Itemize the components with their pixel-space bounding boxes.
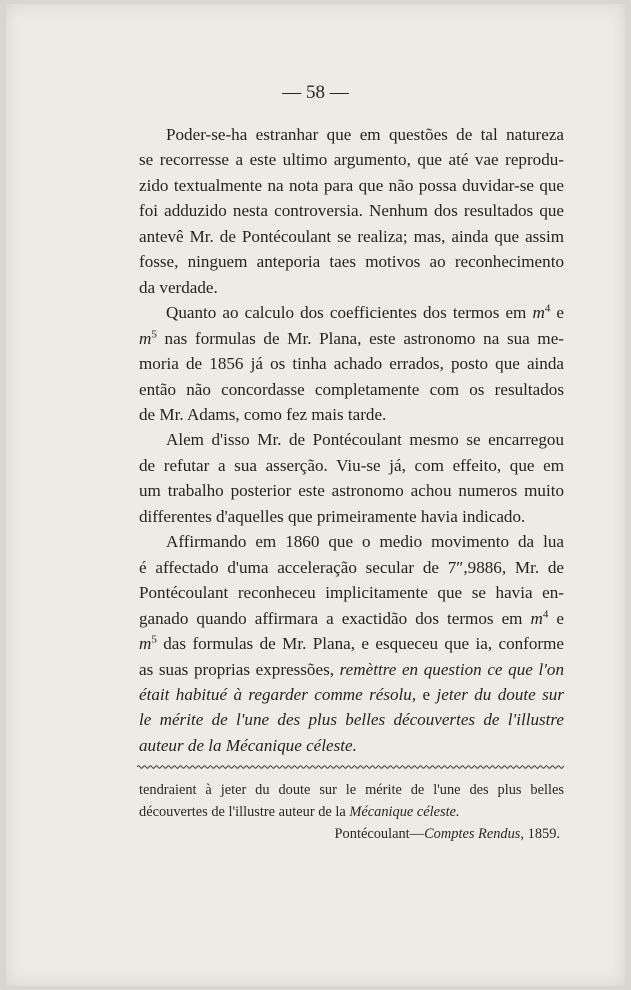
footnote-wavy-rule	[137, 763, 564, 771]
text-line: antevê Mr. de Pontécoulant se realiza; mas, ainda que assim	[139, 226, 564, 246]
footnote-citation	[139, 823, 564, 845]
text-line: da verdade.	[139, 277, 218, 297]
book-page	[6, 4, 625, 986]
citation-author: Pontécoulant—	[334, 826, 425, 842]
text-line: differentes d'aquelles que primeiramente havia indicado.	[139, 506, 526, 526]
text-line: se recorresse a este ultimo argumento, que até vae reprodu-	[139, 150, 564, 170]
text-line	[139, 657, 564, 682]
text-run: ganado quando affirmara a exactidão dos termos em	[139, 608, 531, 628]
text-line	[139, 326, 564, 351]
math-exponent: 5	[151, 633, 157, 646]
quoted-french: le mérite de l'une des plus belles découvertes de l'illustre	[139, 710, 564, 730]
quoted-french: était habitué à regarder comme résolu,	[139, 684, 417, 704]
text-line	[139, 631, 564, 656]
text-line: fosse, ninguem anteporia taes motivos ao reconhecimento	[139, 252, 564, 272]
text-line	[139, 300, 564, 325]
text-line: moria de 1856 já os tinha achado errados, posto que ainda	[139, 354, 564, 374]
citation-year: , 1859.	[520, 826, 560, 842]
citation-source: Comptes Rendus	[424, 826, 521, 842]
text-line: Pontécoulant reconheceu implicitamente que se havia en-	[139, 583, 564, 603]
text-run: e	[548, 608, 564, 628]
paragraph-3	[139, 427, 564, 529]
text-line	[139, 606, 564, 631]
page-number: — 58 —	[282, 82, 349, 103]
text-run: e	[550, 303, 564, 323]
text-line: então não concordasse completamente com os resultados	[139, 379, 564, 399]
paragraph-2	[139, 300, 564, 427]
math-exponent: 4	[542, 607, 549, 620]
math-variable: m	[532, 303, 545, 323]
text-line: Poder-se-ha estranhar que em questões de tal natureza	[166, 125, 564, 144]
body-text	[139, 122, 564, 758]
text-line: Affirmando em 1860 que o medio movimento da lua	[166, 532, 564, 552]
text-line: de refutar a sua asserção. Viu-se já, com effeito, que em	[139, 455, 564, 475]
math-variable: m	[139, 634, 152, 654]
text-run: e	[416, 684, 437, 704]
text-line: um trabalho posterior este astronomo achou numeros muito	[139, 481, 564, 501]
quoted-french: jeter du doute sur	[436, 684, 564, 704]
math-exponent: 5	[151, 327, 157, 340]
math-exponent: 4	[544, 302, 551, 315]
book-title: Mécanique céleste.	[349, 804, 460, 820]
text-line	[139, 682, 564, 707]
text-line	[139, 707, 564, 732]
text-line: Alem d'isso Mr. de Pontécoulant mesmo se encarregou	[166, 430, 564, 450]
text-line: é affectado d'uma acceleração secular de 7″,9886, Mr. de	[139, 557, 564, 577]
footnote-line: tendraient à jeter du doute sur le mérite de l'une des plus belles	[139, 782, 564, 798]
text-line: foi adduzido nesta controversia. Nenhum dos resultados que	[139, 201, 564, 221]
paragraph-1	[139, 122, 564, 300]
text-run: nas formulas de Mr. Plana, este astronomo na sua me-	[156, 328, 564, 348]
math-variable: m	[139, 328, 152, 348]
text-line	[139, 733, 564, 758]
quoted-french: remèttre en question ce que l'on	[339, 659, 565, 679]
math-variable: m	[530, 608, 543, 628]
paragraph-4	[139, 529, 564, 758]
footnote-line	[139, 801, 564, 823]
text-line: de Mr. Adams, como fez mais tarde.	[139, 404, 387, 424]
quoted-french: auteur de la Mécanique céleste.	[139, 735, 357, 755]
text-line: zido textualmente na nota para que não possa duvidar-se que	[139, 175, 564, 195]
text-run: das formulas de Mr. Plana, e esqueceu que ia, conforme	[156, 634, 564, 654]
text-run: découvertes de l'illustre auteur de la	[139, 804, 350, 820]
footnote	[139, 779, 564, 845]
text-run: as suas proprias expressões,	[139, 659, 340, 679]
text-run: Quanto ao calculo dos coefficientes dos termos em	[166, 303, 533, 323]
